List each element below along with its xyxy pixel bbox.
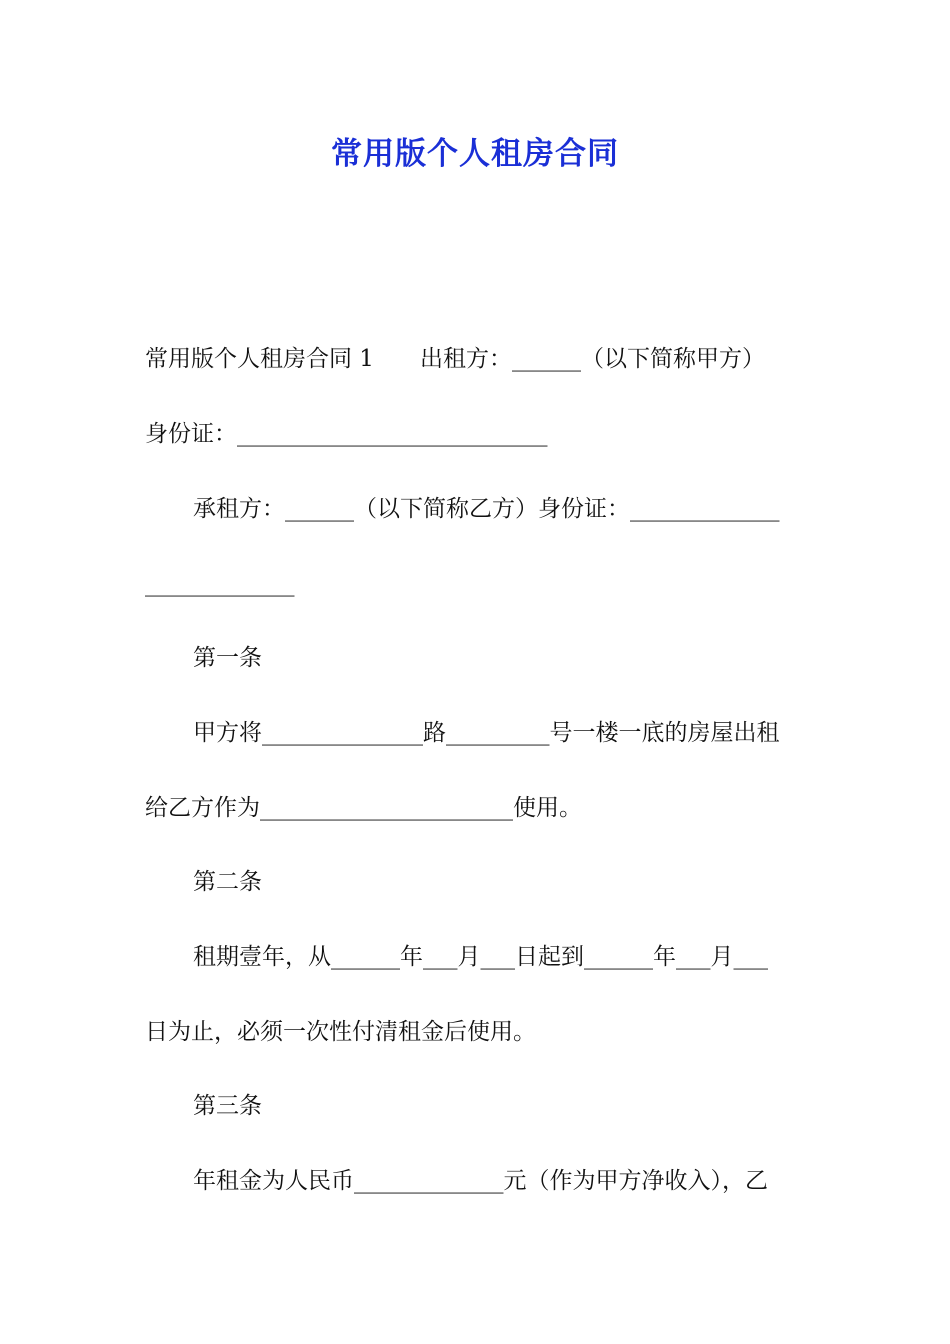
article-1-heading: 第一条	[193, 645, 262, 671]
article-1-text-line-1: 甲方将______________路_________号一楼一底的房屋出租	[193, 720, 780, 746]
lessee-line: 承租方：______（以下简称乙方）身份证：_____________	[193, 496, 780, 522]
article-3-heading: 第三条	[193, 1093, 262, 1119]
lessee-id-continuation-line: _____________	[145, 571, 295, 597]
article-2-heading: 第二条	[193, 869, 262, 895]
contract-heading-lessor-line: 常用版个人租房合同 1 出租方：______（以下简称甲方）	[145, 346, 765, 372]
article-2-text-line-2: 日为止，必须一次性付清租金后使用。	[145, 1019, 536, 1045]
article-1-text-line-2: 给乙方作为______________________使用。	[145, 795, 582, 821]
document-title: 常用版个人租房合同	[331, 136, 619, 172]
article-2-text-line-1: 租期壹年，从______年___月___日起到______年___月___	[193, 944, 768, 970]
lessor-id-line: 身份证：___________________________	[145, 421, 548, 447]
article-3-text-line-1: 年租金为人民币_____________元（作为甲方净收入），乙	[193, 1168, 768, 1194]
